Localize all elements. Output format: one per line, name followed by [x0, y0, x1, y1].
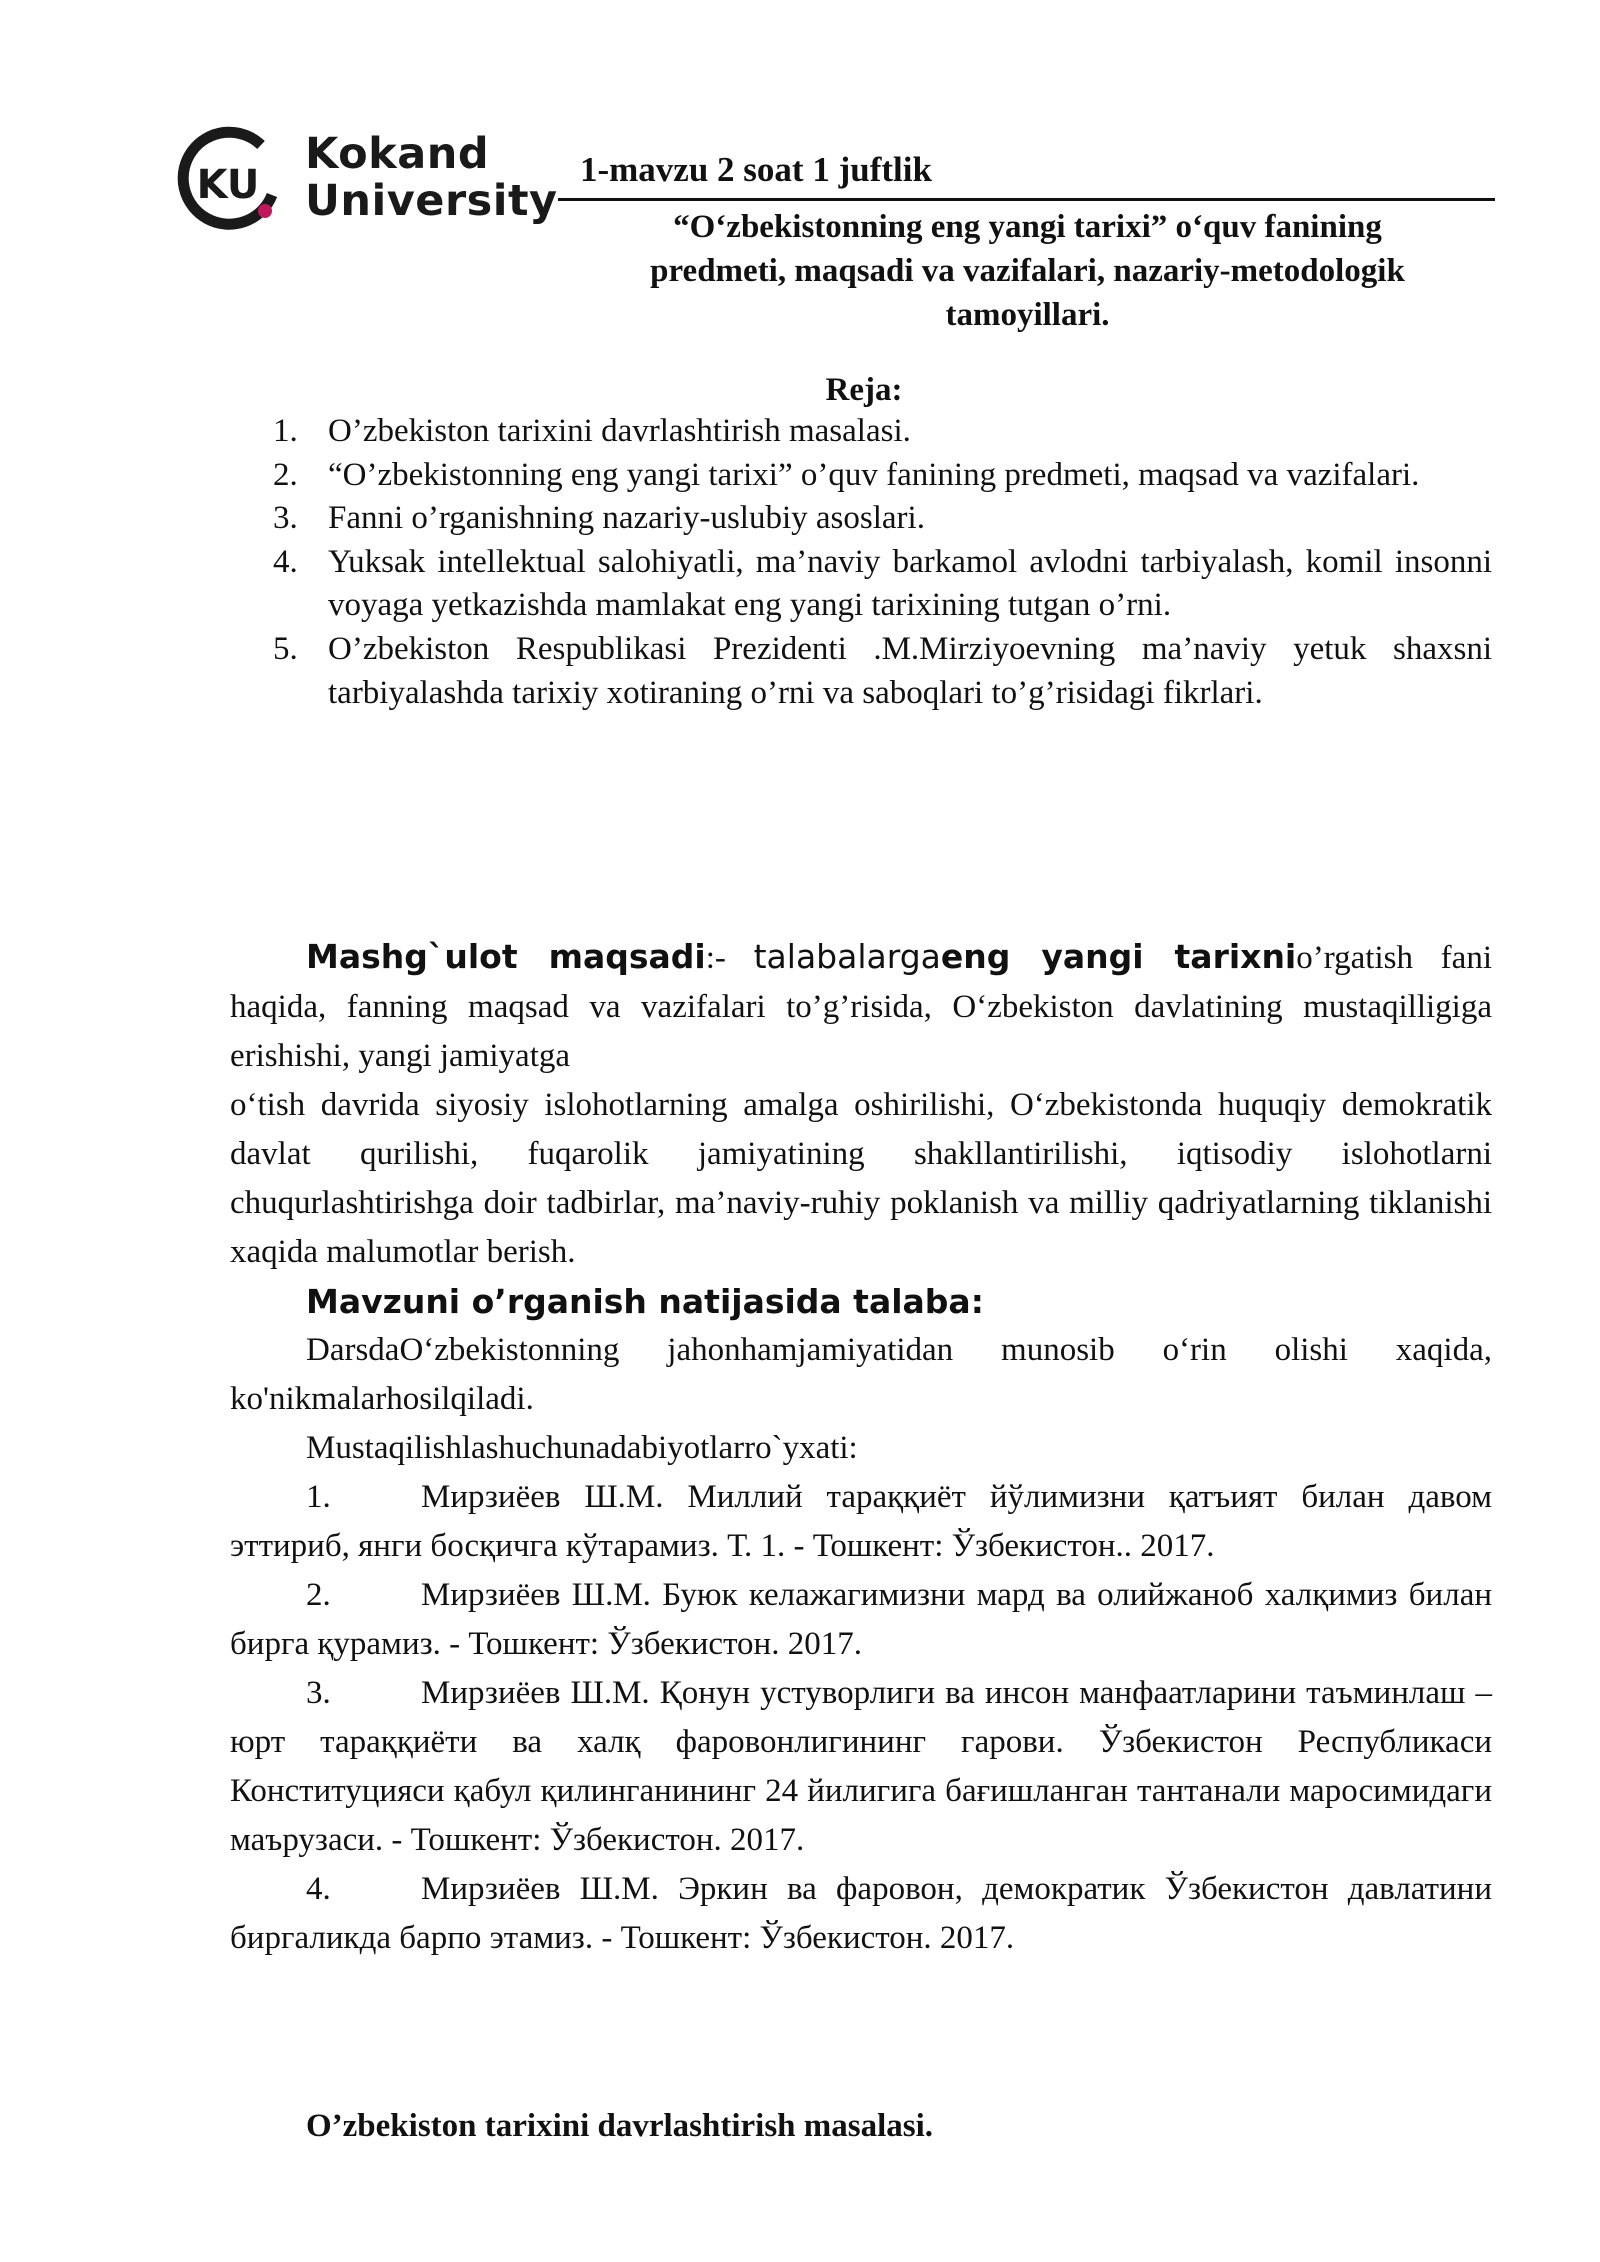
literature-item: 2. Мирзиёев Ш.М. Буюк келажагимизни мард ва олийжаноб халқимиз билан бирга қурамиз. - Тошкент: Ўзбекистон. 2017.: [230, 1577, 1492, 1662]
section-heading: O’zbekiston tarixini davrlashtirish masalasi.: [306, 2108, 934, 2144]
svg-text:KU: KU: [196, 162, 260, 208]
literature-item: 3. Мирзиёев Ш.М. Қонун устуворлиги ва инсон манфаатларини таъминлаш – юрт тараққиёти ва халқ фаровонлигининг гарови. Ўзбекистон Республикаси Конституцияси қабул қилинганининг 24 йилигига бағишланган тантанали маросимидаги маърузаси. - Тошкент: Ўзбекистон. 2017.: [230, 1675, 1492, 1858]
topic-label: 1-mavzu 2 soat 1 juftlik: [580, 150, 932, 189]
plan-item: 4. Yuksak intellektual salohiyatli, ma’naviy barkamol avlodni tarbiyalash, komil insonni voyaga yetkazishda mamlakat eng yangi tarixining tutgan o’rni.: [273, 543, 1492, 624]
outcome-text: DarsdaO‘zbekistonning jahonhamjamiyatidan munosib o‘rin olishi xaqida, ko'nikmalarhosilqiladi.: [230, 1332, 1492, 1417]
plan-item: 1. O’zbekiston tarixini davrlashtirish masalasi.: [273, 413, 911, 449]
logo-line-2: University: [305, 176, 558, 226]
title-line-3: tamoyillari.: [945, 297, 1110, 333]
goal-bold-phrase: eng yangi tarixni: [940, 937, 1297, 976]
header-rule: [558, 198, 1495, 201]
plan-item: 3. Fanni o’rganishning nazariy-uslubiy asoslari.: [273, 500, 925, 537]
logo-wordmark: [305, 131, 558, 225]
logo-line-1: Kokand: [305, 129, 490, 179]
literature-item: 1. Мирзиёев Ш.М. Миллий тараққиёт йўлимизни қатъият билан давом эттириб, янги босқичга кўтарамиз. Т. 1. - Тошкент: Ўзбекистон.. 2017.: [230, 1479, 1492, 1564]
goal-paragraph: Mashg`ulot maqsadi:- talabalargaeng yangi tarixnio’rgatish fani haqida, fanning maqsad va vazifalari to’g’risida, O‘zbekiston davlatining mustaqilligiga erishishi, yangi jamiyatga: [230, 937, 1492, 1074]
kokand-university-logo: [175, 125, 558, 240]
title-line-1: “O‘zbekistonning eng yangi tarixi” o‘quv fanining: [673, 209, 1382, 245]
goal-label: Mashg`ulot maqsadi: [306, 937, 706, 976]
literature-item: 4. Мирзиёев Ш.М. Эркин ва фаровон, демократик Ўзбекистон давлатини биргаликда барпо этамиз. - Тошкент: Ўзбекистон. 2017.: [230, 1871, 1492, 1956]
document-title: [560, 205, 1495, 337]
literature-heading: Mustaqilishlashuchunadabiyotlarro`yxati:: [306, 1430, 858, 1466]
plan-list: [260, 410, 1492, 715]
plan-heading: Reja:: [825, 372, 903, 408]
goal-paragraph-cont: o‘tish davrida siyosiy islohotlarning amalga oshirilishi, O‘zbekistonda huquqiy demokratik davlat qurilishi, fuqarolik jamiyatining shakllantirilishi, iqtisodiy islohotlarni chuqurlashtirishga doir tadbirlar, ma’naviy-ruhiy poklanish va milliy qadriyatlarning tiklanishi xaqida malumotlar berish.: [230, 1087, 1492, 1270]
title-line-2: predmeti, maqsadi va vazifalari, nazariy-metodologik: [650, 253, 1405, 289]
plan-item: 5. O’zbekiston Respublikasi Prezidenti .M.Mirziyoevning ma’naviy yetuk shaxsni tarbiyalashda tarixiy xotiraning o’rni va saboqlari to’g’risidagi fikrlari.: [273, 630, 1492, 711]
document-body: [230, 932, 1492, 1963]
plan-item: 2. “O’zbekistonning eng yangi tarixi” o’quv fanining predmeti, maqsad va vazifalari.: [273, 456, 1420, 493]
ku-logo-icon: [175, 125, 290, 240]
outcome-heading: Mavzuni o’rganish natijasida talaba:: [306, 1282, 984, 1321]
